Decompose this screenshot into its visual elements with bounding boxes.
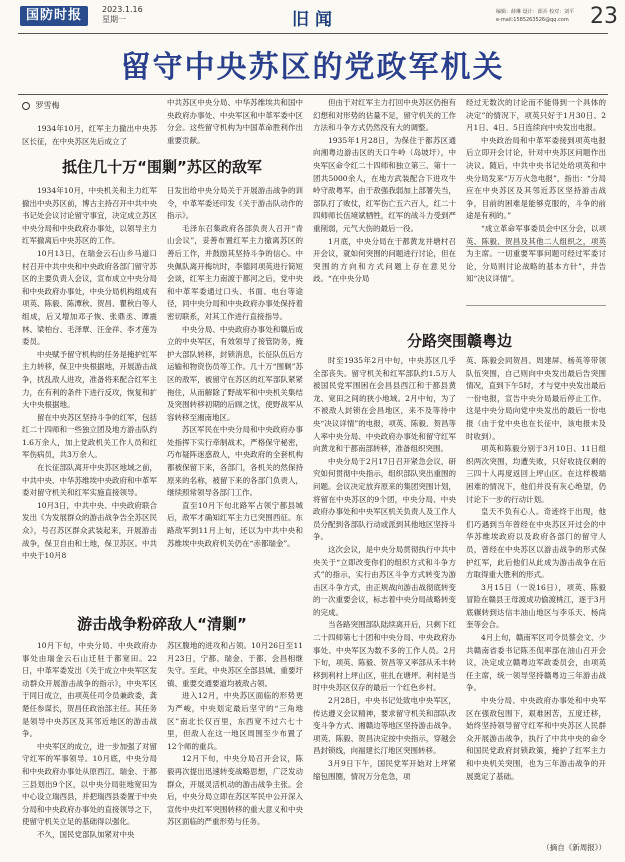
issue-date: [102, 5, 143, 25]
col4-top: [466, 97, 606, 329]
header-rule: [18, 33, 608, 34]
editor-credits: [496, 8, 588, 24]
issue-date-value: 2023.1.16: [102, 5, 143, 14]
col1-top: [22, 123, 157, 153]
col2-section2: [167, 640, 303, 852]
col4-section3: [466, 355, 606, 840]
col3-top: [313, 97, 456, 329]
page-number: 23: [590, 4, 618, 29]
paragraph: 苏区腹地的进攻和占领。10月26日至11月23日，宁都、瑞金、于都、会昌相继失守。至此，中央苏区全部县城、重要圩镇、重要交通要道均被敌占领。: [167, 641, 303, 688]
article-title: 留守中央苏区的党政军机关: [120, 50, 505, 85]
paragraph: 10月下旬，中央分局、中央政府办事处由瑞金云石山迁驻于都宽田。22日，中革军委发出《关于成立中央军区发动群众开展游击战争的指示》，中央军区于同日成立，由项英任司令员兼政委，龚楚任参谋长，贺昌任政治部主任。其任务是领导中央苏区及其邻近地区的游击战争。: [22, 641, 157, 739]
paragraph: 但由于对红军主力打回中央苏区仍抱有幻想和对形势的估量不足，留守机关的工作方法和斗争方式仍然没有大的调整。: [313, 98, 456, 133]
paragraph: 1935年1月28日，为保住于都苏区通向湘粤边游击区的天口牛岭（岛坡圩），中央军区命令红二十四师和独立第三、第十一团共5000余人，在地方武装配合下进攻牛岭守敌粤军。由于敌强我弱加上部署失当，部队打了败仗，红军伤亡五六百人，红二十四师师长伍境斌牺牲，红军的战斗力受到严重削弱，元气大伤的最后一役。: [313, 135, 456, 233]
paragraph: 时至1935年2月中旬，中央苏区几乎全部丧失。留守机关和红军部队约1.5万人被国民党军围困在会昌县西江和于都县黄龙、宽田之间的狭小地域。2月中旬，为了不被敌人封锁在会昌地区，来不及等待中央“决议详情”的电报，项英、陈毅、贺昌等人率中央分局、中央政府办事处和留守红军向黄龙和于都南部转移，准备组织突围。: [313, 356, 456, 454]
subheading-1: 抵住几十万“围剿”苏区的敌军: [62, 158, 262, 176]
paragraph: 直至10月下旬北路军占领宁都县城后，敌军才确知红军主力已突围西征。东路敌军到11月上旬，还以为中共中央和苏维埃中央政府机关仍在“赤都瑞金”。: [167, 500, 303, 548]
byline: [22, 100, 60, 111]
col2-top: [167, 97, 303, 153]
paragraph: 12月下旬，中央分局召开会议，陈毅再次提出迅速转变战略思想，广泛发动群众，开展灵活机动的游击战争主张。会后，中央分局立即在苏区军民中公开深入宣传中央红军突围转移的重大意义和中央苏区面临的严重形势与任务。: [167, 754, 303, 827]
paragraph: 日发出给中央分局关于开展游击战争的训令，中革军委还印发《关于游击队动作的指示》。: [167, 186, 303, 221]
paragraph: 1月底，中央分局在于都黄龙井塘村召开会议，就如何突围的问题进行讨论，但在突围的方向和方式问题上存在意见分歧。“在中央分局: [313, 236, 456, 284]
paragraph: 中央军区的成立，进一步加强了对留守红军的军事领导。10月底，中央分局和中央政府办事处从原西江、瑞金、于都三县划出9个区，以中央分局驻地宽田为中心设立瑞西县，并把瑞西县委置于中央分局和中央政府办事处的直接领导之下，使留守机关立足的基础得以强化。: [22, 741, 157, 827]
paragraph: “成立革命军事委员会中区分会，以项英、陈毅、贺昌及其他二人组织之，项英为主席。一切重要军事问题可经过军委讨论，分局则讨论战略的基本方针”，并告知“决议详情”。: [466, 223, 606, 284]
paragraph: 1934年10月，中央机关和主力红军撤出中央苏区前，博古主持召开中共中央书记处会议讨论留守事宜，决定成立苏区中央分局和中央政府办事处，以领导主力红军撤离后中央苏区的工作。: [22, 186, 157, 246]
paragraph: 中央分局、中央政府办事处和赣后成立的中央军区，有效领导了接管防务，掩护大部队转移，封锁消息，长征队伍后方运输和物资伤员等工作。几十万“围剿”苏区的敌军，被留守在苏区的红军部队紧紧拖住，从而解除了野战军和中央机关集结及突围转移初期的后顾之忧，使野战军从容转移至湘南地区。: [167, 324, 303, 422]
col1-section1: [22, 185, 157, 610]
paragraph: 4月上旬，赣南军区司令员蔡会文、少共赣南省委书记陈丕侃率部在油山召开会议，决定成立赣粤边军政委员会，由项英任主席，统一领导坚持赣粤边三年游击战争。: [466, 633, 606, 693]
paragraph: 中央政治局和中革军委接到项英电报后立即开会讨论，针对中央苏区问题作出决议。随后，中共中央书记处给项英和中央分局发来“万万火急电报”，指出：“分局应在中央苏区及其邻近苏区坚持游击战争，目前的困难是能够克服的，斗争的前途是有利的。”: [466, 135, 606, 221]
editor-email: e-mail:1585263526@qq.com: [496, 17, 569, 23]
subheading-3: 分路突围赣粤边: [406, 332, 512, 350]
author-name: 罗雪梅: [35, 101, 60, 110]
paragraph: 中央分局、中央政府办事处和中央军区在强敌包围下，艰难困苦，五度迁移，始终坚持领导留守红军和中央苏区人民群众开展游击战争，执行了中共中央的命令和国民党政府封锁政策，掩护了红军主力和中央机关突围，也为三年游击战争的开展奠定了基础。: [466, 696, 606, 781]
paragraph: 进入12月，中央苏区面临的形势更为严峻，中央划定最后坚守的“三角地区”南北长仅百里，东西宽不过六七十里，但敌人在这一地区周围至少布置了12个师的重兵。: [167, 691, 303, 751]
paragraph: 10月13日，在瑞金云石山乡马道口村召开中共中央和中央政府各部门留守苏区的主要负责人会议，宣布成立中央分局和中央政府办事处，中央分局机构组成有项英、陈毅、陈潭秋、贺昌、瞿秋白等人组成，后又增加邓子恢、张鼎丞、谭震林、梁柏台、毛泽覃、汪金祥、李才莲为委员。: [22, 248, 157, 347]
issue-weekday: 星期一: [102, 15, 126, 24]
section-title: 旧闻: [292, 10, 338, 30]
paragraph: 中央赋予留守机构的任务是掩护红军主力转移，保卫中央根据地，开展游击战争，扰乱敌人进攻，准备将来配合红军主力，在有利的条件下进行反攻，恢复和扩大中央根据地。: [22, 349, 157, 410]
source-text: （摘自《新周报》）: [542, 843, 606, 852]
paragraph: 苏区军民在中央分局和中央政府办事处指挥下实行牵制战术，严格保守秘密，巧布疑阵迷惑敌人，中央政府的全套机构都被保留下来，各部门，各机关的然保持原来的名称，被留下来的各部门负责人，继续照常领导各部门工作。: [167, 425, 303, 498]
title-rule: [18, 94, 608, 95]
page-header: [0, 0, 625, 34]
paragraph: 1934年10月，红军主力撤出中央苏区长征，在中央苏区先后成立了: [22, 124, 157, 146]
paragraph: 2月28日，中央书记处致电中央军区，传达遵义会议精神，要求留守机关和部队改变斗争方式、湘赣边等地区坚持游击战争。项英、陈毅、贺昌决定按中央指示，穿越会昌封锁线，向福建长汀地区突围转移。: [313, 696, 456, 756]
newspaper-logo: 国防时报: [20, 6, 88, 26]
paragraph: 英、陈毅会同贺昌、周建屏、杨英等带领队伍突围，自己则向中央发出最后告突围情况，直到下午5时，才与党中央发出最后一份电报，宣告中央分局最后停止工作。这是中央分局向党中央发出的最后一份电报（由于党中央也在长征中，该电报未及时收到）。: [466, 356, 606, 441]
paragraph: 这次会议，是中央分局贯彻执行中共中央关于“立即改变你们的组织方式和斗争方式”的指示，实行由苏区斗争方式转变为游击区斗争方式，由正规战向游击战彻底转变的一次重要会议，标志着中央分局战略转变的完成。: [313, 544, 456, 617]
col1-section2: [22, 640, 157, 852]
subheading-2: 游击战争粉碎敌人“清剿”: [77, 615, 247, 633]
author-circle-icon: [22, 102, 30, 110]
paragraph: 在长征部队离开中央苏区地域之前，中共中央、中华苏维埃中央政府和中革军委对留守机关和红军实施直接领导。: [22, 463, 157, 498]
paragraph: 皇天不负有心人。奇迹终于出现，他们巧遇到当年曾经在中央苏区开过会的中华苏维埃政府以及政府各部门的留守人员，曾经在中央苏区以游击战争的形式保护红军，此后他们从此成为游击战争在后方取得重大胜利的形式。: [466, 507, 606, 580]
paragraph: 3月15日（一说16日），项英、陈毅冒险在赣县王母渡成功偷渡桃江，逐于3月底辗转到达信丰油山地区与李乐天、杨尚奎等会合。: [466, 582, 606, 630]
paragraph: 项英和陈毅分别于3月10日、11日组织两次突围，均遭失败，只好收拢仅剩的三四十人再度返回上坪山区。在这样极端困难的情况下，他们并没有灰心绝望，仍讨论下一步的行动计划。: [466, 444, 606, 504]
paragraph: 10月3日，中共中央、中央政府联合发出《为发展群众的游击战争告全苏区民众》，号召苏区群众武装起来，开展游击战争，保卫自由和土地，保卫苏区。中共中央于10月8: [22, 500, 157, 561]
paragraph: 中共苏区中央分局、中华苏维埃共和国中央政府办事处、中央军区和中革军委中区分会。这些留守机构为中国革命胜利作出重要贡献。: [167, 98, 303, 145]
paragraph: 当各路突围部队陆续离开后，只剩下红二十四师第七十团和中央分局、中央政府办事处、中央军区为数不多的工作人员。2月下旬，项英、陈毅、贺昌等又率部从禾丰转移到利村上坪山区，驻扎在塘坪。利村是当时中央苏区仅存的最后一个红色乡村。: [313, 620, 456, 693]
paragraph: 留在中央苏区坚持斗争的红军，包括红二十四师和一些独立团及地方游击队约1.6万余人，加上党政机关工作人员和红军伤病员，共3万余人。: [22, 412, 157, 460]
col3-section3: [313, 355, 456, 852]
paragraph: 中央分局于2月17日召开紧急会议，研究如何贯彻中央指示，组织部队突出重围的问题。会议决定放弃原来的集团突围计划，将留在中央苏区的9个团，中央分局、中央政府办事处和中央军区机关负责人及工作人员分配到各部队行动或派到其他地区坚持斗争。: [313, 456, 456, 542]
paragraph: 经过无数次的讨论而不能得到一个具体的决定”的情况下，项英只好于1月30日、2月1日、4日、5日连续向中央发出电报。: [466, 98, 606, 133]
source-credit: [466, 842, 606, 856]
col2-section1: [167, 185, 303, 610]
paragraph: 毛泽东召集政府各部负责人召开“青山会议”，妥善布置红军主力撤离苏区的善后工作，并鼓励其坚持斗争的信心。中央佩队离开梅坑时，李德同项英进行简短会谈，红军主力南渡于都河之后，党中央和中革军委通过口头、书面、电台等途径，同中央分局和中央政府办事处保持着密切联系，对其工作进行直接指导。: [167, 223, 303, 321]
paragraph: 3月9日下午，国民党军开始对上坪紧缩包围圈，情况万分危急，项: [313, 759, 456, 781]
paragraph: 不久，国民党部队加紧对中央: [37, 829, 135, 839]
editor-names: 编辑：薛琳 设计：邱兵 校对：刘平: [496, 9, 575, 15]
